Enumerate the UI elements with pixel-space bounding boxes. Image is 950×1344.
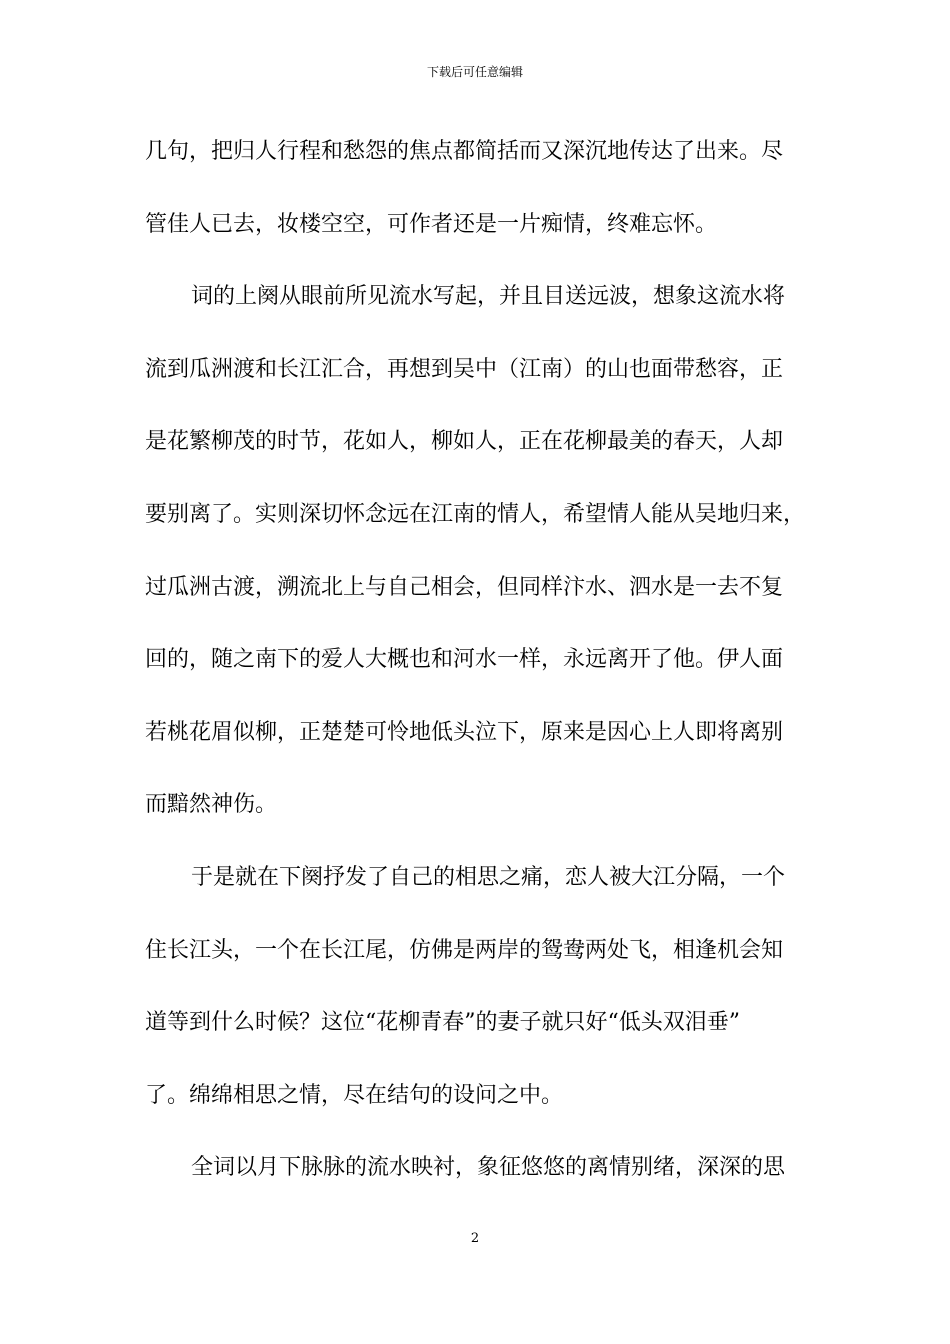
paragraph-first-line: 全词以月下脉脉的流水映衬，象征悠悠的离情别绪，深深的思 <box>191 1155 786 1181</box>
text-line: 是花繁柳茂的时节，花如人，柳如人，正在花柳最美的春天，人却 <box>145 429 784 455</box>
text-line: 管佳人已去，妆楼空空，可作者还是一片痴情，终难忘怀。 <box>145 211 718 237</box>
text-line: 而黯然神伤。 <box>145 792 278 818</box>
paragraph-first-line: 于是就在下阕抒发了自己的相思之痛，恋人被大江分隔，一个 <box>191 864 786 890</box>
text-line: 要别离了。实则深切怀念远在江南的情人，希望情人能从吴地归来， <box>145 501 806 527</box>
text-line: 了。绵绵相思之情，尽在结句的设问之中。 <box>145 1082 564 1108</box>
text-line: 几句，把归人行程和愁怨的焦点都简括而又深沉地传达了出来。尽 <box>145 139 784 164</box>
paragraph-first-line: 词的上阕从眼前所见流水写起，并且目送远波，想象这流水将 <box>191 284 786 310</box>
page-header-note: 下载后可任意编辑 <box>426 65 523 79</box>
document-body <box>145 132 825 1221</box>
text-line: 道等到什么时候？这位“花柳青春”的妻子就只好“低头双泪垂” <box>145 1010 740 1036</box>
text-line: 过瓜洲古渡，溯流北上与自己相会，但同样汴水、泗水是一去不复 <box>145 574 784 600</box>
text-line: 流到瓜洲渡和长江汇合，再想到吴中（江南）的山也面带愁容，正 <box>145 356 784 382</box>
text-line: 若桃花眉似柳，正楚楚可怜地低头泣下，原来是因心上人即将离别 <box>145 719 784 745</box>
text-line: 住长江头，一个在长江尾，仿佛是两岸的鸳鸯两处飞，相逢机会知 <box>145 937 784 963</box>
text-line: 回的，随之南下的爱人大概也和河水一样，永远离开了他。伊人面 <box>145 647 784 673</box>
page-number: 2 <box>470 1231 480 1246</box>
